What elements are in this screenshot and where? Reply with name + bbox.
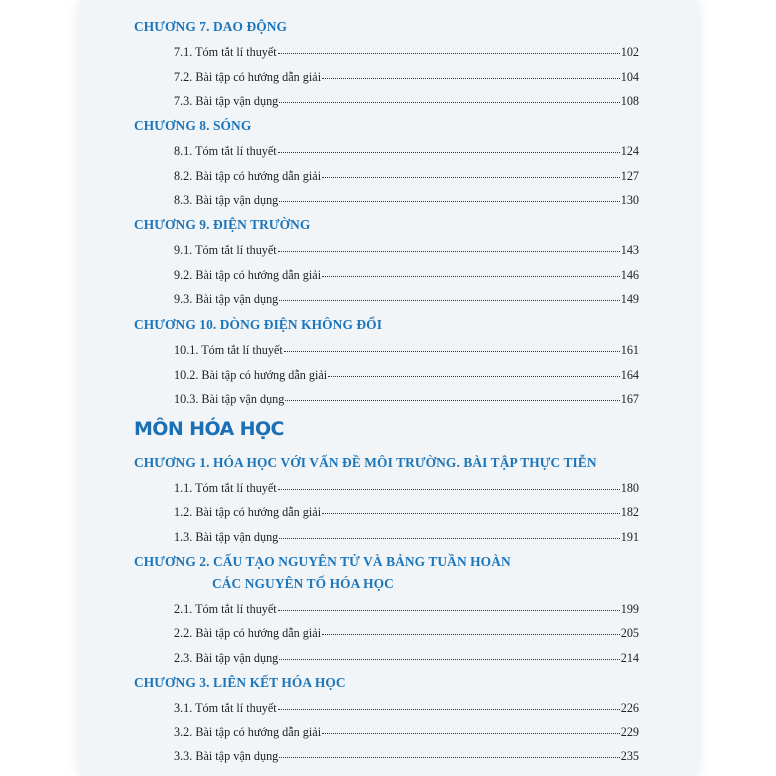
entry-label: 1.3. Bài tập vận dụng bbox=[174, 530, 279, 544]
page-number: 229 bbox=[620, 725, 639, 739]
dot-leader bbox=[279, 102, 619, 103]
entry-label: 7.1. Tóm tắt lí thuyết bbox=[174, 45, 277, 59]
toc-entry bbox=[174, 602, 639, 617]
toc-entry bbox=[174, 144, 639, 159]
entry-label: 10.1. Tóm tắt lí thuyết bbox=[174, 343, 283, 357]
toc-entry bbox=[174, 292, 639, 307]
toc-entry bbox=[174, 193, 639, 208]
entry-label: 3.3. Bài tập vận dụng bbox=[174, 749, 279, 763]
dot-leader bbox=[279, 757, 619, 758]
chapter-heading-continued: CÁC NGUYÊN TỐ HÓA HỌC bbox=[212, 576, 394, 591]
toc-entry bbox=[174, 725, 639, 740]
page-number: 108 bbox=[620, 94, 639, 108]
entry-label: 1.1. Tóm tắt lí thuyết bbox=[174, 481, 277, 495]
chapter-heading: CHƯƠNG 9. ĐIỆN TRƯỜNG bbox=[134, 217, 311, 232]
page-number: 182 bbox=[620, 505, 639, 519]
page-number: 143 bbox=[620, 243, 639, 257]
entry-label: 3.1. Tóm tắt lí thuyết bbox=[174, 701, 277, 715]
entry-label: 7.3. Bài tập vận dụng bbox=[174, 94, 279, 108]
page-number: 130 bbox=[620, 193, 639, 207]
toc-entry bbox=[174, 651, 639, 666]
page-number: 146 bbox=[620, 268, 639, 282]
chapter-heading: CHƯƠNG 3. LIÊN KẾT HÓA HỌC bbox=[134, 675, 346, 690]
dot-leader bbox=[279, 201, 619, 202]
dot-leader bbox=[285, 400, 619, 401]
chapter-heading: CHƯƠNG 7. DAO ĐỘNG bbox=[134, 19, 288, 34]
toc-entry bbox=[174, 70, 639, 85]
page-number: 199 bbox=[620, 602, 639, 616]
page-number: 127 bbox=[620, 169, 639, 183]
dot-leader bbox=[279, 300, 619, 301]
entry-label: 2.3. Bài tập vận dụng bbox=[174, 651, 279, 665]
chapter-heading: CHƯƠNG 8. SÓNG bbox=[134, 118, 252, 133]
entry-label: 2.1. Tóm tắt lí thuyết bbox=[174, 602, 277, 616]
toc-entry bbox=[174, 701, 639, 716]
toc-entry bbox=[174, 626, 639, 641]
page-number: 164 bbox=[620, 368, 639, 382]
dot-leader bbox=[322, 733, 620, 734]
entry-label: 10.3. Bài tập vận dụng bbox=[174, 392, 285, 406]
page-number: 102 bbox=[620, 45, 639, 59]
page-number: 235 bbox=[620, 749, 639, 763]
entry-label: 8.3. Bài tập vận dụng bbox=[174, 193, 279, 207]
page-number: 161 bbox=[620, 343, 639, 357]
toc-entry bbox=[174, 368, 639, 383]
toc-entry bbox=[174, 343, 639, 358]
toc-entry bbox=[174, 530, 639, 545]
entry-label: 9.2. Bài tập có hướng dẫn giải bbox=[174, 268, 322, 282]
dot-leader bbox=[279, 538, 619, 539]
toc-entry bbox=[174, 749, 639, 764]
toc-entry bbox=[174, 169, 639, 184]
toc-entry bbox=[174, 94, 639, 109]
toc-entry bbox=[174, 243, 639, 258]
subject-heading: MÔN HÓA HỌC bbox=[134, 418, 284, 440]
page-number: 226 bbox=[620, 701, 639, 715]
dot-leader bbox=[278, 152, 620, 153]
toc-entry bbox=[174, 268, 639, 283]
entry-label: 10.2. Bài tập có hướng dẫn giải bbox=[174, 368, 328, 382]
dot-leader bbox=[278, 610, 620, 611]
entry-label: 1.2. Bài tập có hướng dẫn giải bbox=[174, 505, 322, 519]
page-number: 149 bbox=[620, 292, 639, 306]
toc-entry bbox=[174, 45, 639, 60]
dot-leader bbox=[279, 659, 619, 660]
entry-label: 3.2. Bài tập có hướng dẫn giải bbox=[174, 725, 322, 739]
dot-leader bbox=[322, 78, 620, 79]
page-number: 124 bbox=[620, 144, 639, 158]
chapter-heading: CHƯƠNG 1. HÓA HỌC VỚI VẤN ĐỀ MÔI TRƯỜNG. BÀI TẬP THỰC TIỄN bbox=[134, 455, 597, 470]
page-number: 214 bbox=[620, 651, 639, 665]
dot-leader bbox=[328, 376, 620, 377]
page-number: 205 bbox=[620, 626, 639, 640]
entry-label: 2.2. Bài tập có hướng dẫn giải bbox=[174, 626, 322, 640]
dot-leader bbox=[284, 351, 620, 352]
page-number: 167 bbox=[620, 392, 639, 406]
dot-leader bbox=[278, 251, 620, 252]
page-number: 180 bbox=[620, 481, 639, 495]
entry-label: 9.1. Tóm tắt lí thuyết bbox=[174, 243, 277, 257]
toc-entry bbox=[174, 392, 639, 407]
dot-leader bbox=[322, 177, 620, 178]
dot-leader bbox=[278, 709, 620, 710]
toc-entry bbox=[174, 505, 639, 520]
dot-leader bbox=[322, 276, 620, 277]
chapter-heading: CHƯƠNG 2. CẤU TẠO NGUYÊN TỬ VÀ BẢNG TUẦN HOÀN bbox=[134, 554, 511, 569]
dot-leader bbox=[322, 634, 620, 635]
chapter-heading: CHƯƠNG 10. DÒNG ĐIỆN KHÔNG ĐỔI bbox=[134, 317, 383, 332]
page-number: 104 bbox=[620, 70, 639, 84]
page-number: 191 bbox=[620, 530, 639, 544]
entry-label: 7.2. Bài tập có hướng dẫn giải bbox=[174, 70, 322, 84]
dot-leader bbox=[322, 513, 620, 514]
dot-leader bbox=[278, 53, 620, 54]
entry-label: 9.3. Bài tập vận dụng bbox=[174, 292, 279, 306]
entry-label: 8.1. Tóm tắt lí thuyết bbox=[174, 144, 277, 158]
toc-entry bbox=[174, 481, 639, 496]
entry-label: 8.2. Bài tập có hướng dẫn giải bbox=[174, 169, 322, 183]
dot-leader bbox=[278, 489, 620, 490]
